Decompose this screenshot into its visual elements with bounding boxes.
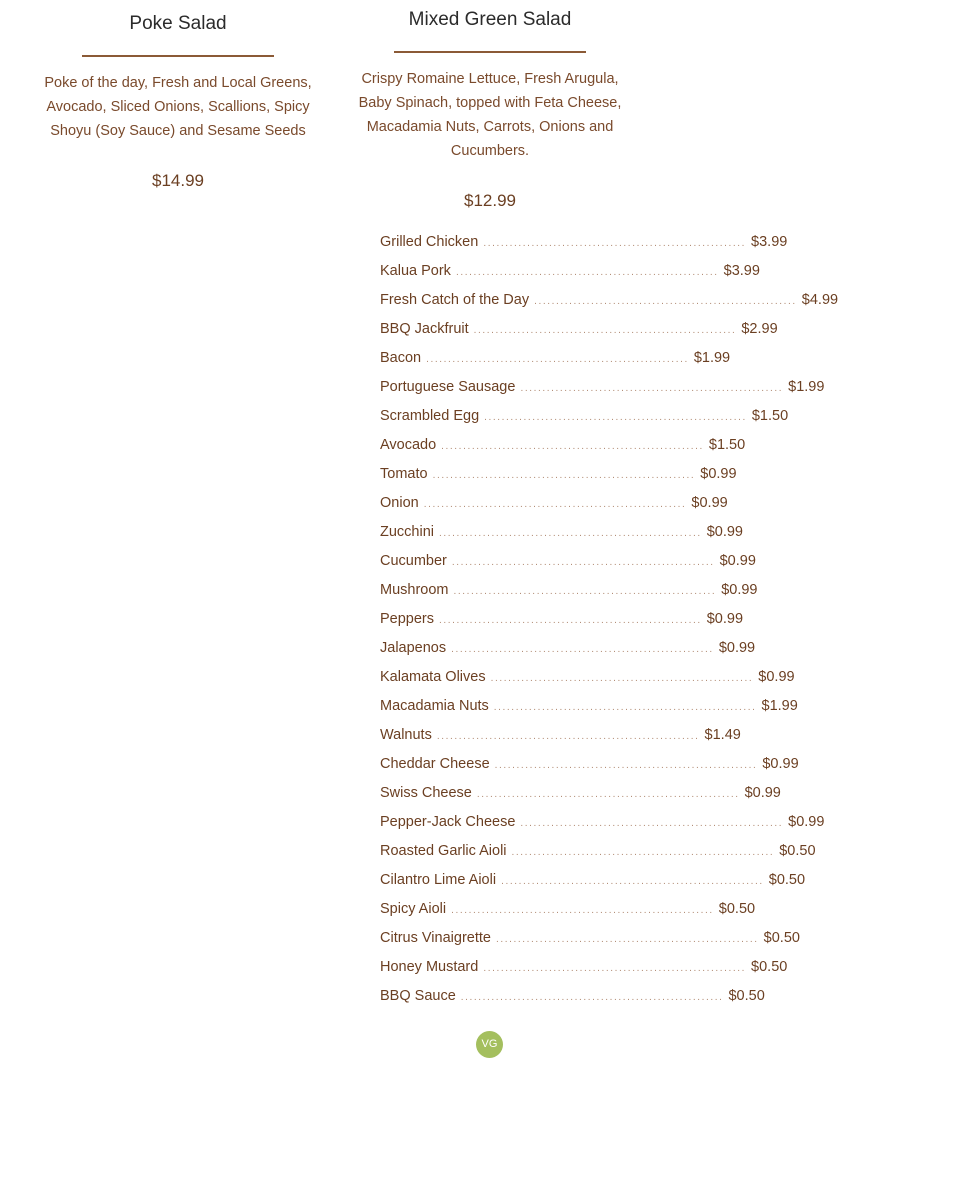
addon-price: $0.99	[721, 582, 758, 598]
item-title: Mixed Green Salad	[408, 9, 572, 30]
addon-name: Jalapenos	[380, 640, 447, 656]
addon-row	[380, 814, 825, 843]
addon-price: $0.99	[706, 611, 744, 627]
dot-leader: ............................................................	[490, 673, 754, 684]
addon-row	[380, 234, 788, 263]
addon-name: Avocado	[380, 437, 437, 453]
addon-name: Bacon	[380, 350, 422, 366]
addon-price: $1.50	[708, 437, 746, 453]
addon-price: $0.99	[758, 669, 795, 685]
dot-leader: ............................................................	[451, 557, 715, 568]
addon-row	[380, 495, 728, 524]
addon-row	[380, 466, 737, 495]
addon-name: Grilled Chicken	[380, 234, 479, 250]
addon-name: Cucumber	[380, 553, 447, 569]
dot-leader: ............................................................	[476, 789, 740, 800]
addon-row	[380, 379, 825, 408]
addon-name: Pepper-Jack Cheese	[380, 814, 516, 830]
addon-price: $1.99	[788, 379, 825, 395]
addon-row	[380, 669, 795, 698]
addon-price: $0.50	[768, 872, 806, 888]
addon-price: $0.99	[700, 466, 737, 482]
dot-leader: ............................................................	[455, 267, 719, 278]
addon-name: Kalamata Olives	[380, 669, 486, 685]
item-price: $14.99	[152, 171, 204, 190]
addon-name: Scrambled Egg	[380, 408, 480, 424]
addon-row	[380, 263, 760, 292]
addon-price: $2.99	[741, 321, 778, 337]
dot-leader: ............................................................	[439, 615, 702, 626]
dot-leader: ............................................................	[451, 644, 714, 655]
addon-name: Walnuts	[380, 727, 432, 743]
addon-name: BBQ Jackfruit	[380, 321, 469, 337]
addon-row	[380, 727, 741, 756]
dot-leader: ............................................................	[520, 383, 784, 394]
addon-price: $3.99	[751, 234, 788, 250]
addon-row	[380, 698, 798, 727]
addon-price: $0.50	[718, 901, 756, 917]
addon-price: $0.99	[788, 814, 825, 830]
addon-row	[380, 582, 758, 611]
item-title: Poke Salad	[129, 13, 227, 34]
addon-price: $0.50	[763, 930, 800, 946]
menu-item-mixed-green-salad	[350, 6, 630, 213]
dot-leader: ............................................................	[432, 470, 696, 481]
addon-price: $0.99	[691, 495, 728, 511]
addon-row	[380, 930, 800, 959]
addon-row	[380, 292, 839, 321]
addon-row	[380, 756, 799, 785]
menu-item-poke-salad	[38, 10, 318, 193]
addon-price: $4.99	[801, 292, 839, 308]
addon-name: Peppers	[380, 611, 435, 627]
dot-leader: ............................................................	[451, 905, 714, 916]
addon-price: $0.99	[718, 640, 756, 656]
addon-name: Swiss Cheese	[380, 785, 472, 801]
dot-leader: ............................................................	[501, 876, 764, 887]
addon-name: Tomato	[380, 466, 428, 482]
vegan-badge-icon: VG	[476, 1031, 503, 1058]
addon-name: Mushroom	[380, 582, 449, 598]
dot-leader: ............................................................	[493, 702, 757, 713]
dot-leader: ............................................................	[520, 818, 784, 829]
addon-name: Zucchini	[380, 524, 434, 540]
item-description: Crispy Romaine Lettuce, Fresh Arugula, Baby Spinach, topped with Feta Cheese, Macadamia Nuts, Carrots, Onions and Cucumbers.	[358, 71, 622, 159]
addons-list	[380, 234, 839, 1017]
dot-leader: ............................................................	[534, 296, 797, 307]
addon-name: Honey Mustard	[380, 959, 479, 975]
addon-price: $0.50	[751, 959, 788, 975]
dot-leader: ............................................................	[494, 760, 758, 771]
dot-leader: ............................................................	[423, 499, 687, 510]
addon-row	[380, 843, 816, 872]
addon-name: Cilantro Lime Aioli	[380, 872, 497, 888]
addon-row	[380, 640, 756, 669]
addon-row	[380, 901, 756, 930]
addon-row	[380, 872, 806, 901]
addon-name: BBQ Sauce	[380, 988, 456, 1004]
addon-price: $0.50	[779, 843, 816, 859]
addon-name: Macadamia Nuts	[380, 698, 489, 714]
addon-price: $1.50	[751, 408, 789, 424]
title-divider	[394, 51, 586, 53]
addon-name: Onion	[380, 495, 419, 511]
title-divider	[82, 55, 274, 57]
addon-row	[380, 988, 765, 1017]
item-description: Poke of the day, Fresh and Local Greens, Avocado, Sliced Onions, Scallions, Spicy Shoyu (Soy Sauce) and Sesame Seeds	[44, 75, 312, 139]
addon-name: Spicy Aioli	[380, 901, 447, 917]
dot-leader: ............................................................	[460, 992, 724, 1003]
dot-leader: ............................................................	[473, 325, 737, 336]
addon-price: $3.99	[723, 263, 760, 279]
addon-price: $1.99	[761, 698, 798, 714]
dot-leader: ............................................................	[436, 731, 700, 742]
addon-row	[380, 408, 789, 437]
dot-leader: ............................................................	[439, 528, 702, 539]
addon-price: $1.49	[704, 727, 741, 743]
addon-price: $0.99	[762, 756, 799, 772]
addon-name: Portuguese Sausage	[380, 379, 516, 395]
addon-name: Roasted Garlic Aioli	[380, 843, 507, 859]
addon-name: Citrus Vinaigrette	[380, 930, 491, 946]
addon-row	[380, 321, 778, 350]
addon-price: $0.99	[744, 785, 781, 801]
addon-name: Kalua Pork	[380, 263, 451, 279]
addon-row	[380, 553, 756, 582]
item-price: $12.99	[464, 191, 516, 210]
dot-leader: ............................................................	[441, 441, 704, 452]
addon-row	[380, 437, 746, 466]
dot-leader: ............................................................	[453, 586, 717, 597]
dot-leader: ............................................................	[483, 238, 747, 249]
addon-name: Cheddar Cheese	[380, 756, 490, 772]
dot-leader: ............................................................	[483, 963, 747, 974]
addon-row	[380, 611, 744, 640]
dot-leader: ............................................................	[484, 412, 747, 423]
addon-row	[380, 959, 788, 988]
addon-name: Fresh Catch of the Day	[380, 292, 530, 308]
dot-leader: ............................................................	[511, 847, 775, 858]
addon-price: $0.99	[719, 553, 756, 569]
addon-row	[380, 350, 731, 379]
addon-price: $0.50	[728, 988, 765, 1004]
dot-leader: ............................................................	[426, 354, 689, 365]
addon-price: $0.99	[706, 524, 743, 540]
addon-price: $1.99	[693, 350, 731, 366]
dot-leader: ............................................................	[495, 934, 759, 945]
addon-row	[380, 524, 743, 553]
addon-row	[380, 785, 781, 814]
